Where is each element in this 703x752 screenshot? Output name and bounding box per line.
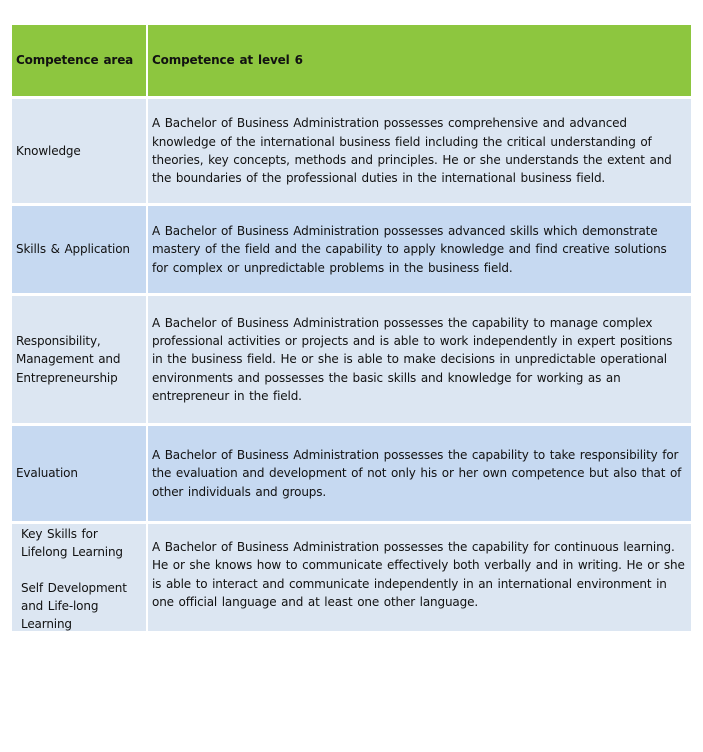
area-line: Learning xyxy=(21,617,72,632)
area-line: Key Skills for xyxy=(21,527,98,541)
header-competence-area: Competence area xyxy=(12,25,148,96)
area-cell xyxy=(12,296,148,423)
description-cell xyxy=(148,524,691,631)
description-text: A Bachelor of Business Administration possesses the capability to manage complex professional activities or projects and is able to work independently in expert positions in the business field. He or she is able to make decisions in unpredictable operational environments and possesses the basic skills and knowledge for working as an entrepreneur in the field. xyxy=(152,315,673,403)
description-cell xyxy=(148,296,691,423)
spacer xyxy=(21,562,127,579)
area-cell xyxy=(12,524,148,631)
area-cell: Skills & Application xyxy=(12,206,148,293)
area-line: Self Development xyxy=(21,580,127,595)
description-text: A Bachelor of Business Administration possesses advanced skills which demonstrate mastery of the field and the capability to apply knowledge and find creative solutions for complex or unpredictable problems in the business field. xyxy=(152,224,667,275)
description-text: A Bachelor of Business Administration possesses comprehensive and advanced knowledge of the international business field including the critical understanding of theories, key concepts, methods and principles. He or she understands the extent and the boundaries of the professional duties in the international business field. xyxy=(152,116,672,186)
table-row xyxy=(12,524,691,631)
table-row xyxy=(12,426,691,524)
area-cell: Knowledge xyxy=(12,99,148,203)
area-line: and Life-long xyxy=(21,598,99,613)
competence-table xyxy=(12,25,691,631)
area-line: Management and xyxy=(16,352,121,367)
description-text: A Bachelor of Business Administration possesses the capability to take responsibility for the evaluation and development of not only his or her own competence but also that of other individuals and groups. xyxy=(152,448,682,499)
table-row xyxy=(12,206,691,296)
description-text: A Bachelor of Business Administration possesses the capability for continuous learning. He or she knows how to communicate effectively both verbally and in writing. He or she is able to interact and communicate independently in an international environment in one official language and at least one other language. xyxy=(152,539,685,609)
area-line: Entrepreneurship xyxy=(16,370,118,385)
area-cell: Evaluation xyxy=(12,426,148,521)
table-row xyxy=(12,296,691,426)
description-cell xyxy=(148,99,691,203)
table-header-row xyxy=(12,25,691,99)
area-line: Responsibility, xyxy=(16,334,101,349)
area-line: Lifelong Learning xyxy=(21,545,123,560)
header-competence-level: Competence at level 6 xyxy=(148,25,691,96)
description-cell xyxy=(148,426,691,521)
table-row xyxy=(12,99,691,206)
description-cell xyxy=(148,206,691,293)
